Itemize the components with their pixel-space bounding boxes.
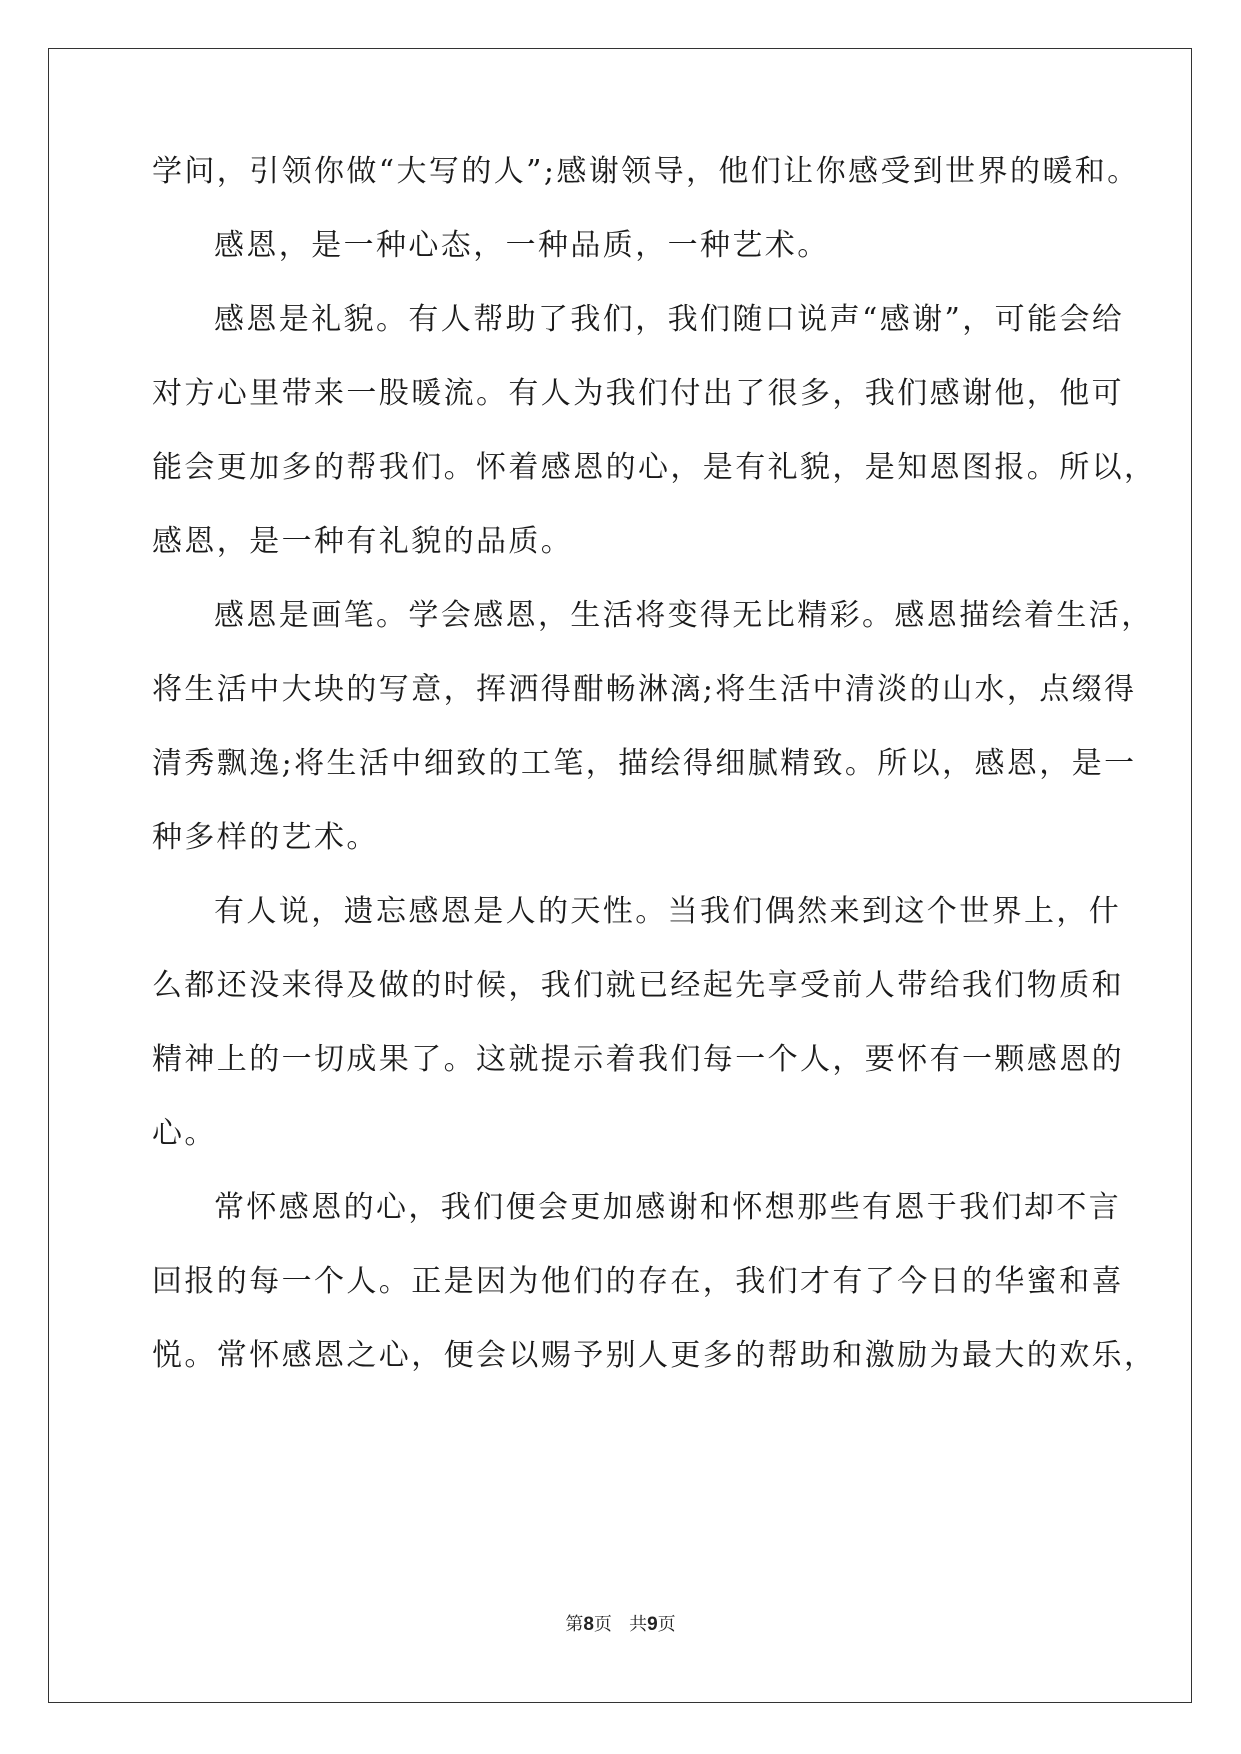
- page-prefix: 第: [565, 1614, 584, 1635]
- text-line: 心。: [152, 1116, 217, 1151]
- paragraph-start: 感恩，是一种心态，一种品质，一种艺术。: [214, 228, 830, 263]
- text-line: 清秀飘逸;将生活中细致的工笔，描绘得细腻精致。所以，感恩，是一: [152, 746, 1137, 781]
- total-prefix: 共: [629, 1614, 648, 1635]
- paragraph-start: 常怀感恩的心，我们便会更加感谢和怀想那些有恩于我们却不言: [214, 1190, 1122, 1225]
- text-line: 对方心里带来一股暖流。有人为我们付出了很多，我们感谢他，他可: [152, 376, 1124, 411]
- text-line: 精神上的一切成果了。这就提示着我们每一个人，要怀有一颗感恩的: [152, 1042, 1124, 1077]
- text-line: 回报的每一个人。正是因为他们的存在，我们才有了今日的华蜜和喜: [152, 1264, 1124, 1299]
- page-border: [48, 48, 1192, 1703]
- text-line: 么都还没来得及做的时候，我们就已经起先享受前人带给我们物质和: [152, 968, 1124, 1003]
- text-line: 学问，引领你做“大写的人”;感谢领导，他们让你感受到世界的暖和。: [152, 154, 1140, 189]
- text-line: 能会更加多的帮我们。怀着感恩的心，是有礼貌，是知恩图报。所以，: [152, 450, 1157, 485]
- text-line: 种多样的艺术。: [152, 820, 379, 855]
- paragraph-start: 感恩是画笔。学会感恩，生活将变得无比精彩。感恩描绘着生活，: [214, 598, 1154, 633]
- current-page-number: 8: [583, 1614, 594, 1635]
- paragraph-start: 感恩是礼貌。有人帮助了我们，我们随口说声“感谢”，可能会给: [214, 302, 1125, 337]
- total-page-number: 9: [647, 1614, 658, 1635]
- text-line: 将生活中大块的写意，挥洒得酣畅淋漓;将生活中清淡的山水，点缀得: [152, 672, 1137, 707]
- page-footer: [0, 1610, 1241, 1636]
- page-unit: 页: [593, 1614, 612, 1635]
- total-unit: 页: [657, 1614, 676, 1635]
- text-line: 悦。常怀感恩之心，便会以赐予别人更多的帮助和激励为最大的欢乐，: [152, 1338, 1157, 1373]
- paragraph-start: 有人说，遗忘感恩是人的天性。当我们偶然来到这个世界上，什: [214, 894, 1122, 929]
- text-line: 感恩，是一种有礼貌的品质。: [152, 524, 574, 559]
